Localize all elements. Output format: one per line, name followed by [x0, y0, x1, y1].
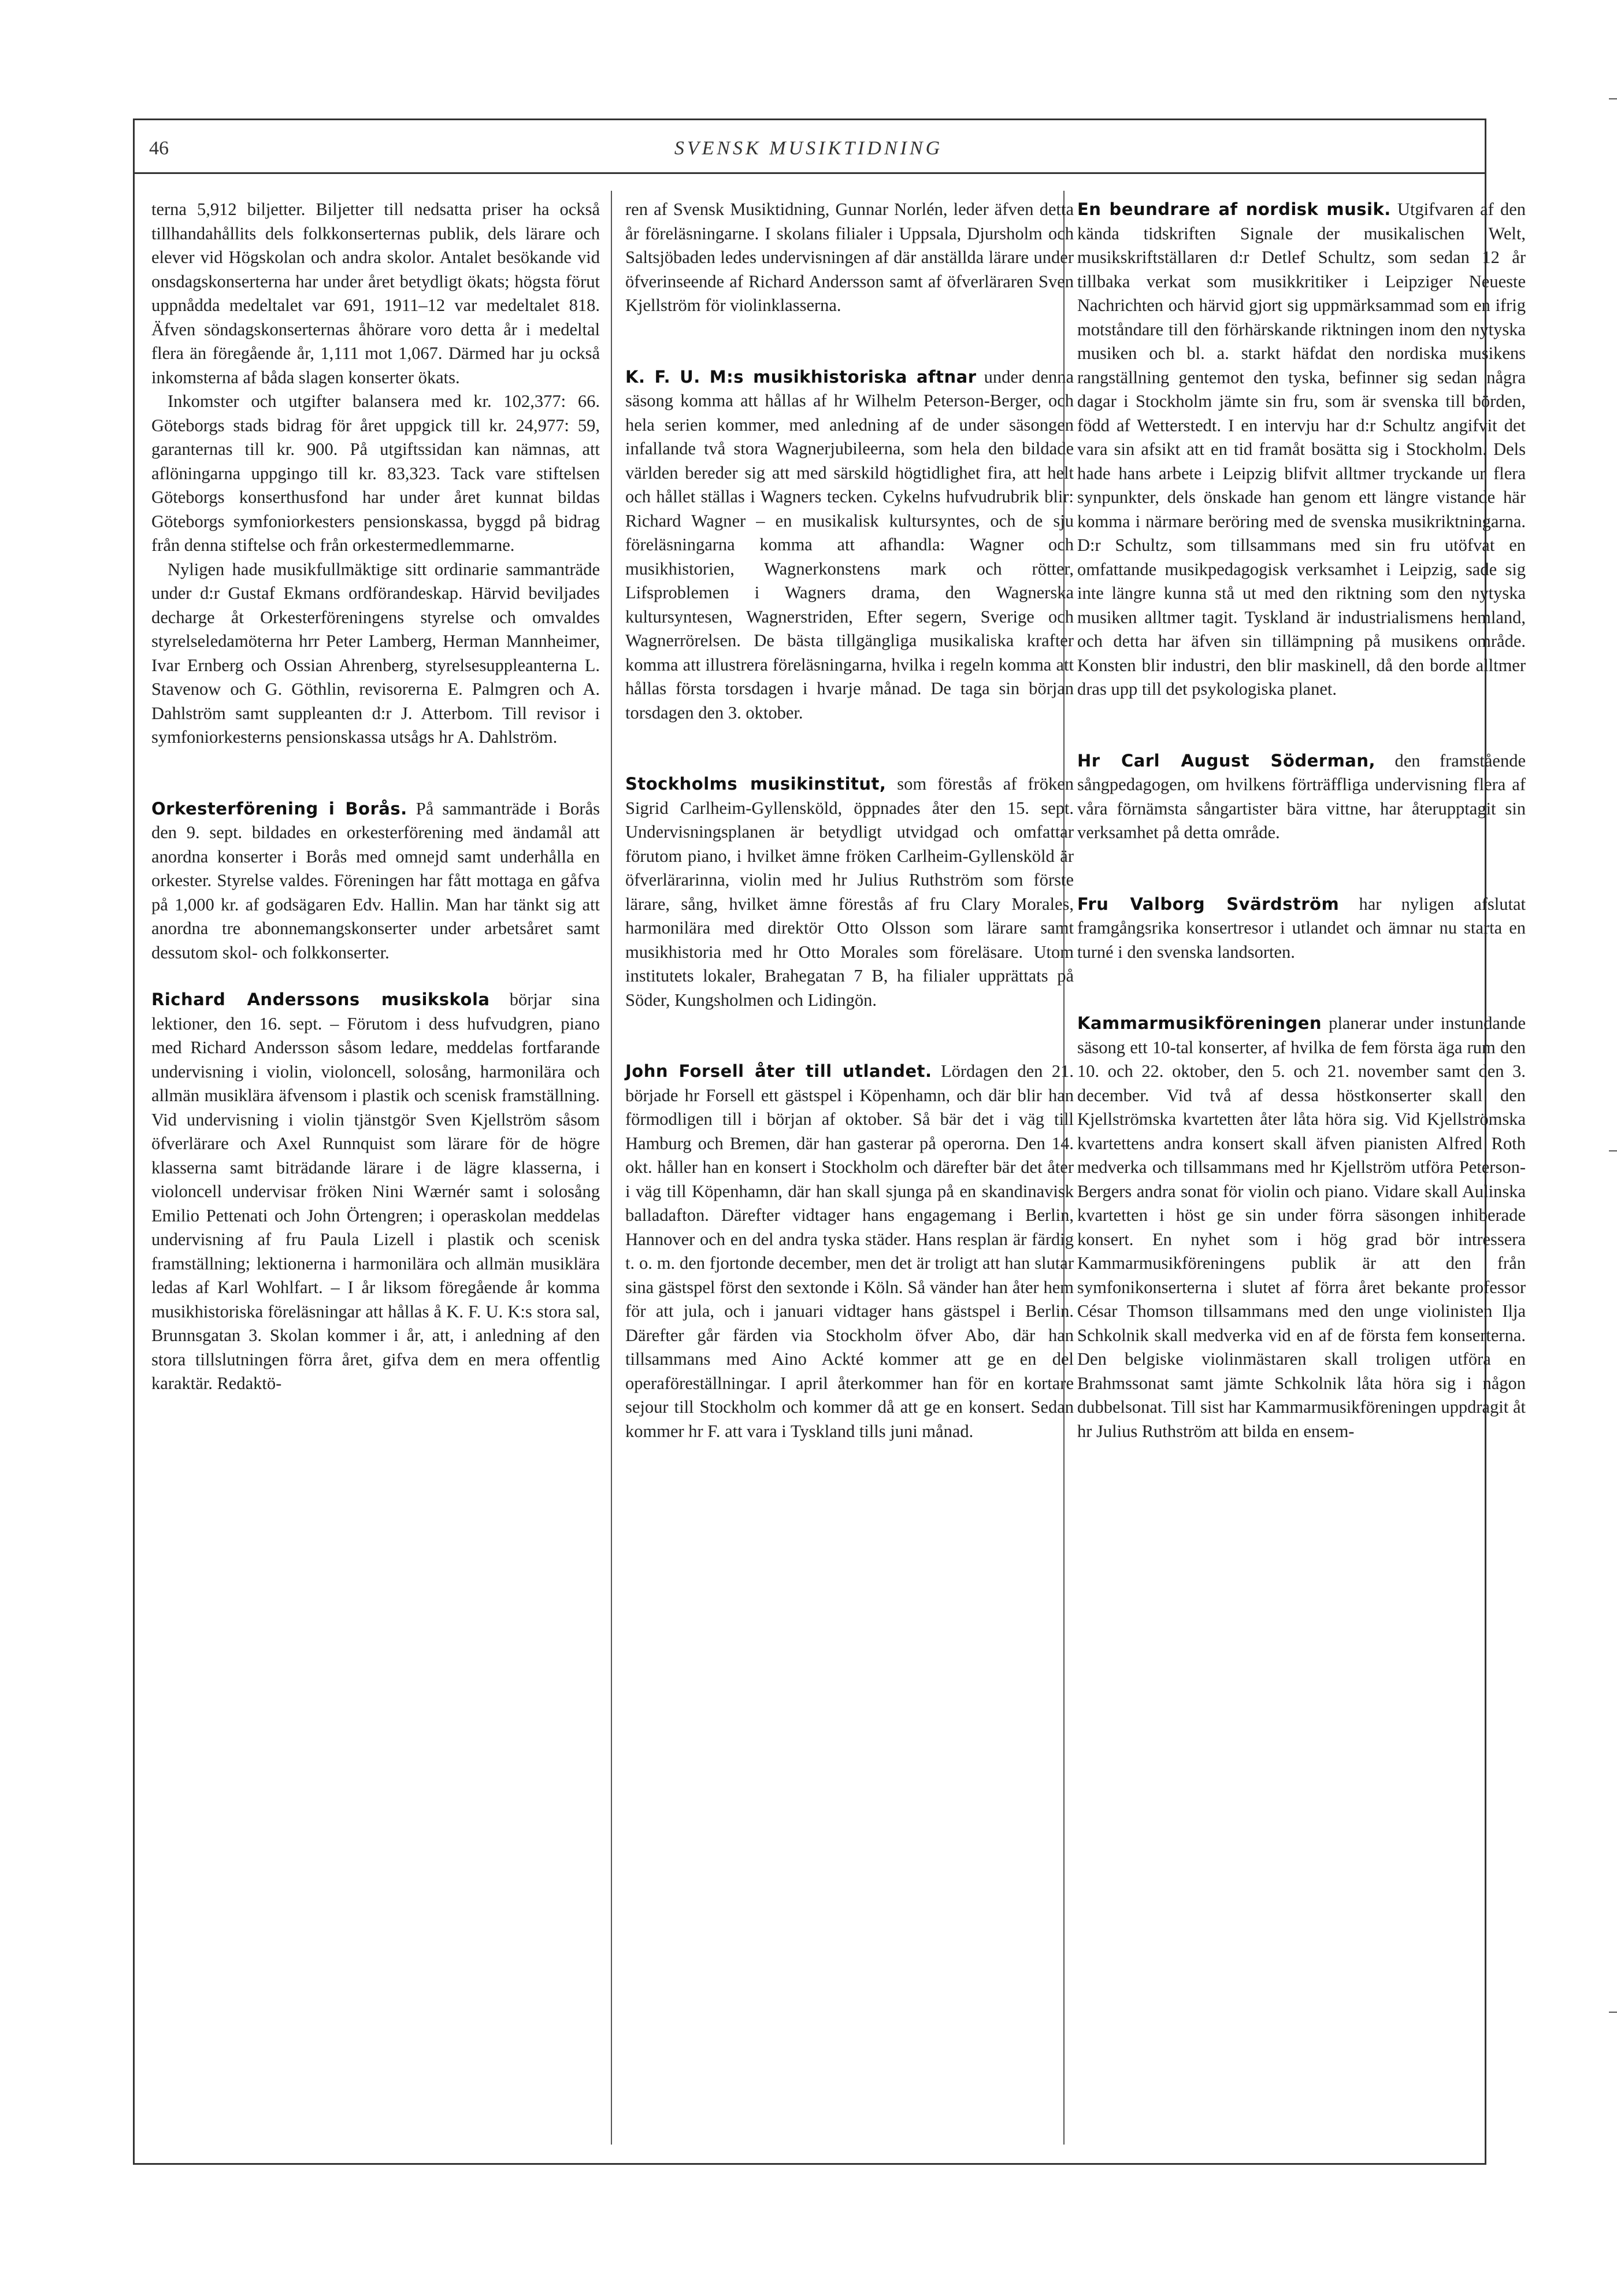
news-item: [625, 1060, 1074, 1443]
news-item: [1077, 1012, 1526, 1443]
binding-mark: [1609, 2012, 1617, 2013]
header-rule: [134, 172, 1485, 174]
item-heading: En beundrare af nordisk musik.: [1077, 199, 1391, 219]
item-heading: John Forsell åter till utlandet.: [625, 1061, 932, 1081]
item-heading: Orkesterförening i Borås.: [151, 798, 407, 819]
running-header-title: SVENSK MUSIKTIDNING: [674, 138, 943, 159]
news-item: [151, 797, 600, 965]
item-text: planerar under instundande säsong ett 10-tal konserter, af hvilka de fem första äga rum den 10. och 22. oktober, den 5. och 21. november samt den 3. december. Vid två af dessa höstkonserter skall den Kjellströmska kvartetten åter låta höra sig. Vid Kjellströmska kvartettens andra konsert skall äfven pianisten Alfred Roth medverka och tillsammans med hr Kjellström utföra Peterson-Bergers andra sonat för violin och piano. Vidare skall Aulinska kvartetten i höst ge sin under förra säsongen inhiberade konsert. En nyhet som i hög grad bör intressera Kammarmusikföreningens publik är att den från symfonikonserterna i slutet af förra året bekante professor César Thomson tillsammans med den unge violinisten Ilja Schkolnik skall medverka vid en af de första fem konserterna. Den belgiske violinmästaren skall troligen utföra en Brahmssonat samt jämte Schkolnik låta höra sig i någon dubbelsonat. Till sist har Kammarmusikföreningen uppdragit åt hr Julius Ruthström att bilda en ensem-: [1077, 1013, 1526, 1441]
item-text: har nyligen afslutat framgångsrika konsertresor i utlandet och ämnar nu starta en turné i den svenska landsorten.: [1077, 894, 1526, 962]
item-heading: Hr Carl August Söderman,: [1077, 750, 1376, 771]
item-text: Utgifvaren af den kända tidskriften Signale der musikalischen Welt, musikskriftställaren d:r Detlef Schultz, som sedan 12 år tillbaka verkat som musikkritiker i Leipziger Neueste Nachrichten och härvid gjort sig uppmärksammad som en ifrig motståndare till den förhärskande riktningen inom den nytyska musiken och bl. a. starkt häfdat den nordiska musikens rangställning gentemot den tyska, befinner sig sedan några dagar i Stockholm jämte sin fru, som är svenska till börden, född af Wetterstedt. I en intervju har d:r Schultz angifvit det vara sin afsikt att en tid framåt bosätta sig i Stockholm. Dels hade hans arbete i Leipzig blifvit alltmer tryckande ur flera synpunkter, dels önskade han genom ett längre vistande här komma i närmare beröring med de svenska musikriktningarna. D:r Schultz, som tillsammans med sin fru utöfvat en omfattande musikpedagogisk verksamhet i Leipzig, sade sig inte längre kunna stå ut med den riktning som den nytyska musiken alltmer tagit. Tyskland är industrialismens hemland, och detta har äfven sin tillämpning på musikens område. Konsten blir industri, den blir maskinell, då den borde alltmer dras upp till det psykologiska planet.: [1077, 199, 1526, 699]
item-heading: Fru Valborg Svärdström: [1077, 894, 1340, 914]
item-heading: K. F. U. M:s musikhistoriska aftnar: [625, 366, 977, 387]
binding-mark: [1609, 1150, 1617, 1151]
news-item: [1077, 749, 1526, 845]
column-1: [151, 198, 600, 1396]
item-text: som förestås af fröken Sigrid Carlheim-Gyllensköld, öppnades åter den 15. sept. Undervisningsplanen är betydligt utvidgad och omfattar förutom piano, i hvilket ämne fröken Carlheim-Gyllensköld är öfverlärarinna, violin med hr Julius Ruthström som förste lärare, sång, hvilket ämne förestås af fru Clary Morales, harmonilära med direktör Otto Olsson som lärare samt musikhistoria med hr Otto Morales som föreläsare. Utom institutets lokaler, Brahegatan 7 B, ha filialer upprättats på Söder, Kungsholmen och Lidingön.: [625, 774, 1074, 1010]
news-item: [1077, 893, 1526, 965]
column-2: [625, 198, 1074, 1443]
news-item: [625, 365, 1074, 725]
paragraph: Nyligen hade musikfullmäktige sitt ordinarie sammanträde under d:r Gustaf Ekmans ordförandeskap. Härvid beviljades decharge åt Orkesterföreningens styrelse och omvaldes styrelseledamöterna hrr Peter Lamberg, Herman Mannheimer, Ivar Ernberg och Ossian Ahrenberg, styrelsesuppleanterna L. Stavenow och G. Göthlin, revisorerna E. Palmgren och A. Dahlström samt suppleanten d:r J. Atterbom. Till revisor i symfoniorkesterns pensionskassa utsågs hr A. Dahlström.: [151, 559, 600, 747]
paragraph: ren af Svensk Musiktidning, Gunnar Norlén, leder äfven detta år föreläsningarne. I skolans filialer i Uppsala, Djursholm och Saltsjöbaden ledes undervisningen af där anställda lärare under öfverinseende af Richard Andersson samt af öfverläraren Sven Kjellström för violinklasserna.: [625, 199, 1074, 315]
item-text: under denna säsong komma att hållas af hr Wilhelm Peterson-Berger, och hela serien kommer, med anledning af de under säsongen infallande två stora Wagnerjubileerna, som hela den bildade världen bereder sig att med särskild högtidlighet fira, att helt och hållet ställas i Wagners tecken. Cykelns hufvudrubrik blir: Richard Wagner – en musikalisk kultursyntes, och de sju föreläsningarna komma att afhandla: Wagner och musikhistorien, Wagnerkonstens mark och rötter, Lifsproblemen i Wagners drama, den Wagnerska kultursyntesen, Wagnerstriden, Efter segern, Sverige och Wagnerrörelsen. De bästa tillgängliga musikaliska krafter komma att illustrera föreläsningarna, hvilka i regeln komma att hållas första torsdagen i hvarje månad. De taga sin början torsdagen den 3. oktober.: [625, 366, 1074, 723]
item-text: På sammanträde i Borås den 9. sept. bildades en orkesterförening med ändamål att anordna konserter i Borås med omnejd samt underhålla en orkester. Styrelse valdes. Föreningen har fått mottaga en gåfva på 1,000 kr. af godsägaren Edv. Hallin. Man har tänkt sig att anordna tre abonnemangskonserter under arbetsåret samt dessutom skol- och folkkonserter.: [151, 798, 600, 962]
item-heading: Richard Anderssons musikskola: [151, 990, 490, 1009]
item-heading: Stockholms musikinstitut,: [625, 774, 887, 794]
item-text: den framstående sångpedagogen, om hvilkens förträffliga undervisning flera af våra förnämsta sångartister bära vittne, har återupptagit sin verksamhet på detta område.: [1077, 750, 1526, 842]
news-item: [151, 988, 600, 1396]
binding-mark: [1609, 98, 1617, 99]
page-number: 46: [149, 138, 169, 159]
item-text: börjar sina lektioner, den 16. sept. – Förutom i dess hufvudgren, piano med Richard Andersson såsom ledare, meddelas fortfarande undervisning i violin, violoncell, solosång, harmonilära och allmän musiklära äfvensom i plastik och scenisk framställning. Vid undervisning i violin tjänstgör Sven Kjellström såsom öfverlärare och Axel Runnquist som lärare för de högre klasserna samt biträdande lärare i de lägre klasserna, i violoncell undervisar fröken Nini Wærnér samt i solosång Emilio Pettenati och John Örtengren; i operaskolan meddelas undervisning af fru Paula Lizell i plastik och scenisk framställning; lektionerna i harmonilära och allmän musiklära ledas af Karl Wohlfart. – I år liksom föregående år komma musikhistoriska föreläsningar att hållas å K. F. U. K:s stora sal, Brunnsgatan 3. Skolan kommer i år, att, i anledning af den stora tillslutningen förra året, gifva dem en mera offentlig karaktär. Redaktö-: [151, 990, 600, 1393]
item-text: Lördagen den 21. började hr Forsell ett gästspel i Köpenhamn, och där blir han förmodligen till i början af oktober. Så bär det i väg till Hamburg och Bremen, där han gasterar på operorna. Den 14. okt. håller han en konsert i Stockholm och därefter bär det åter i väg till Köpenhamn, där han skall sjunga på en skandinavisk balladafton. Därefter vidtager hans engagemang i Berlin, Hannover och en del andra tyska städer. Hans resplan är färdig t. o. m. den fjortonde december, men det är troligt att han slutar sina gästspel först den sextonde i Köln. Så vänder han åter hem för att jula, och i januari vidtager hans gästspel i Berlin. Därefter går färden via Stockholm öfver Abo, där han tillsammans med Aino Ackté kommer att ge en del operaföreställningar. I april återkommer han för en kortare sejour till Stockholm och kommer då att ge en konsert. Sedan kommer hr F. att vara i Tyskland tills juni månad.: [625, 1061, 1074, 1441]
paragraph: terna 5,912 biljetter. Biljetter till nedsatta priser ha också tillhandahållits dels folkkonserternas publik, dels lärare och elever vid Högskolan och andra skolor. Antalet besökande vid onsdagskonserterna har under året betydligt ökats; högsta förut uppnådda medeltalet var 691, 1911–12 var medeltalet 818. Äfven söndagskonserternas åhörare voro detta år i medeltal flera än föregående år, 1,111 mot 1,067. Därmed har ju också inkomsterna af båda slagen konserter ökats.: [151, 199, 600, 387]
column-divider: [611, 191, 612, 2145]
news-item: [625, 772, 1074, 1012]
news-item: [1077, 198, 1526, 702]
item-heading: Kammarmusikföreningen: [1077, 1013, 1322, 1033]
paragraph: Inkomster och utgifter balansera med kr. 102,377: 66. Göteborgs stads bidrag för året uppgick till kr. 24,977: 59, garanternas till kr. 900. På utgiftssidan kan nämnas, att aflöningarna uppgingo till kr. 83,323. Tack vare stiftelsen Göteborgs konserthusfond har under året kunnat bildas Göteborgs symfoniorkesters pensionskassa, byggd på bidrag från denna stiftelse och från orkestermedlemmarne.: [151, 391, 600, 555]
column-3: [1077, 198, 1526, 1443]
